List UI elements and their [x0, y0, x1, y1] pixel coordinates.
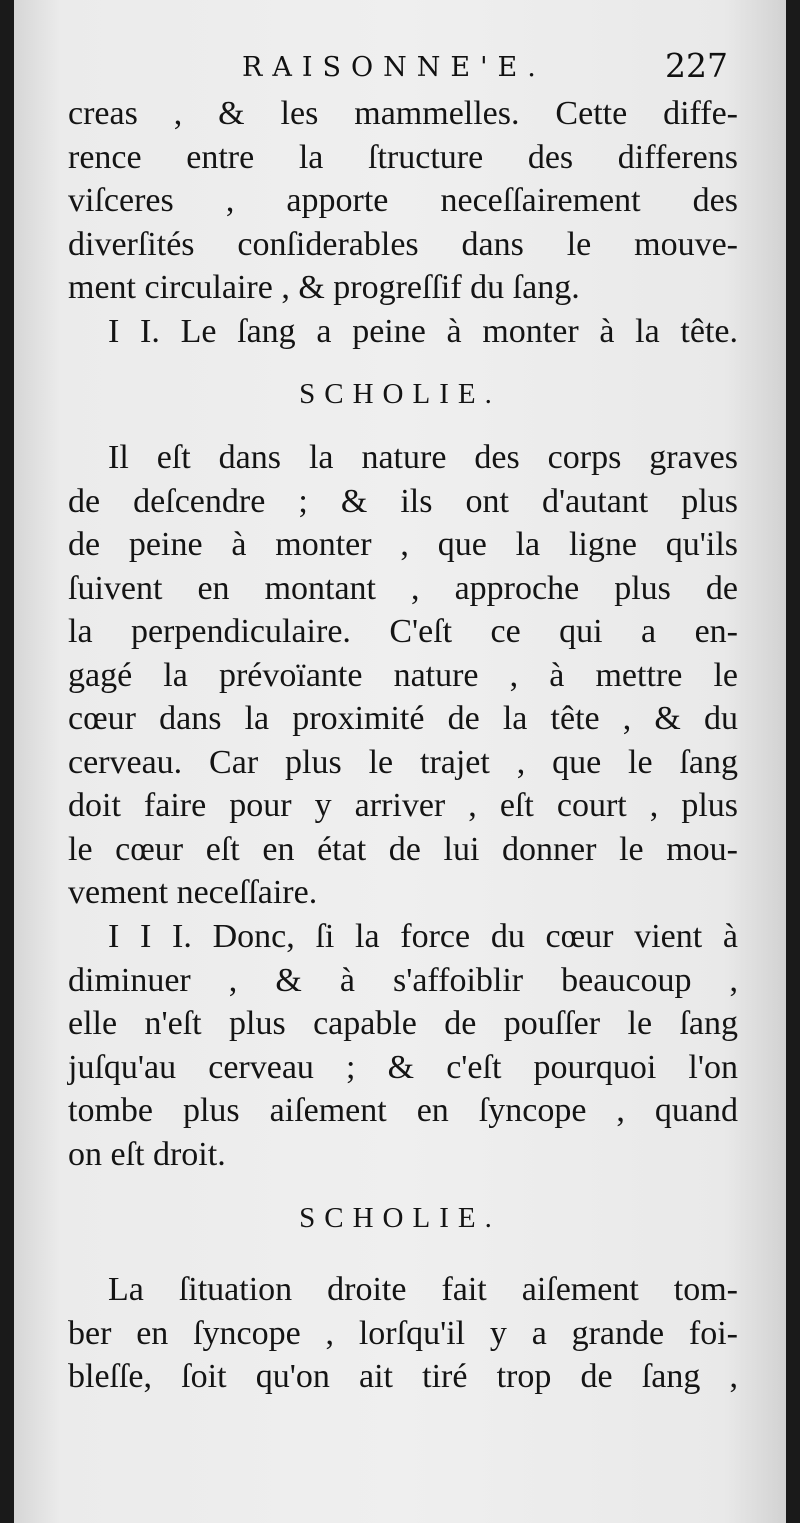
text-line: La ſituation droite fait aiſement tom-: [108, 1271, 738, 1308]
text-line: de deſcendre ; & ils ont d'autant plus: [68, 482, 738, 520]
page-header: [14, 46, 786, 92]
text-line: juſqu'au cerveau ; & c'eſt pourquoi l'on: [68, 1048, 738, 1086]
text-line: bleſſe, ſoit qu'on ait tiré trop de ſang ,: [68, 1358, 738, 1395]
scholie-heading-2: [14, 1202, 786, 1235]
text-line: gagé la prévoïante nature , à mettre le: [68, 656, 738, 694]
text-line: de peine à monter , que la ligne qu'ils: [68, 526, 738, 563]
paragraph-block-3: [68, 915, 738, 1176]
paragraph-block-1: [68, 92, 738, 353]
text-line: vement neceſſaire.: [68, 874, 318, 911]
scholie-heading-1: [14, 378, 786, 411]
text-line: creas , & les mammelles. Cette diffe-: [68, 95, 738, 132]
text-line: on eſt droit.: [68, 1135, 226, 1173]
running-head: RAISONNE'E.: [242, 52, 546, 83]
text-line: le cœur eſt en état de lui donner le mou-: [68, 830, 738, 868]
text-line: ſuivent en montant , approche plus de: [68, 569, 738, 607]
text-line: Il eſt dans la nature des corps graves: [108, 439, 738, 476]
text-line: ber en ſyncope , lorſqu'il y a grande foi-: [68, 1314, 738, 1352]
paragraph-block-2: [68, 436, 738, 915]
scholie-heading-text: SCHOLIE.: [299, 378, 501, 410]
proposition-2: I I. Le ſang a peine à monter à la tête.: [108, 312, 738, 350]
text-line: rence entre la ſtructure des differens: [68, 138, 738, 176]
book-page: [14, 0, 786, 1523]
scholie-heading-text: SCHOLIE.: [299, 1202, 501, 1234]
text-line: viſceres , apporte neceſſairement des: [68, 182, 738, 219]
text-line: diverſités conſiderables dans le mouve-: [68, 225, 738, 263]
text-line: doit faire pour y arriver , eſt court , plus: [68, 787, 738, 824]
proposition-3-line: I I I. Donc, ſi la force du cœur vient à: [108, 918, 738, 955]
text-line: cœur dans la proximité de la tête , & du: [68, 700, 738, 737]
paragraph-block-4: [68, 1268, 738, 1399]
text-line: diminuer , & à s'affoiblir beaucoup ,: [68, 961, 738, 999]
text-line: la perpendiculaire. C'eſt ce qui a en-: [68, 613, 738, 650]
page-number: 227: [665, 46, 728, 85]
text-line: elle n'eſt plus capable de pouſſer le ſang: [68, 1005, 738, 1042]
text-line: tombe plus aiſement en ſyncope , quand: [68, 1092, 738, 1129]
text-line: cerveau. Car plus le trajet , que le ſang: [68, 743, 738, 781]
text-line: ment circulaire , & progreſſif du ſang.: [68, 269, 580, 306]
